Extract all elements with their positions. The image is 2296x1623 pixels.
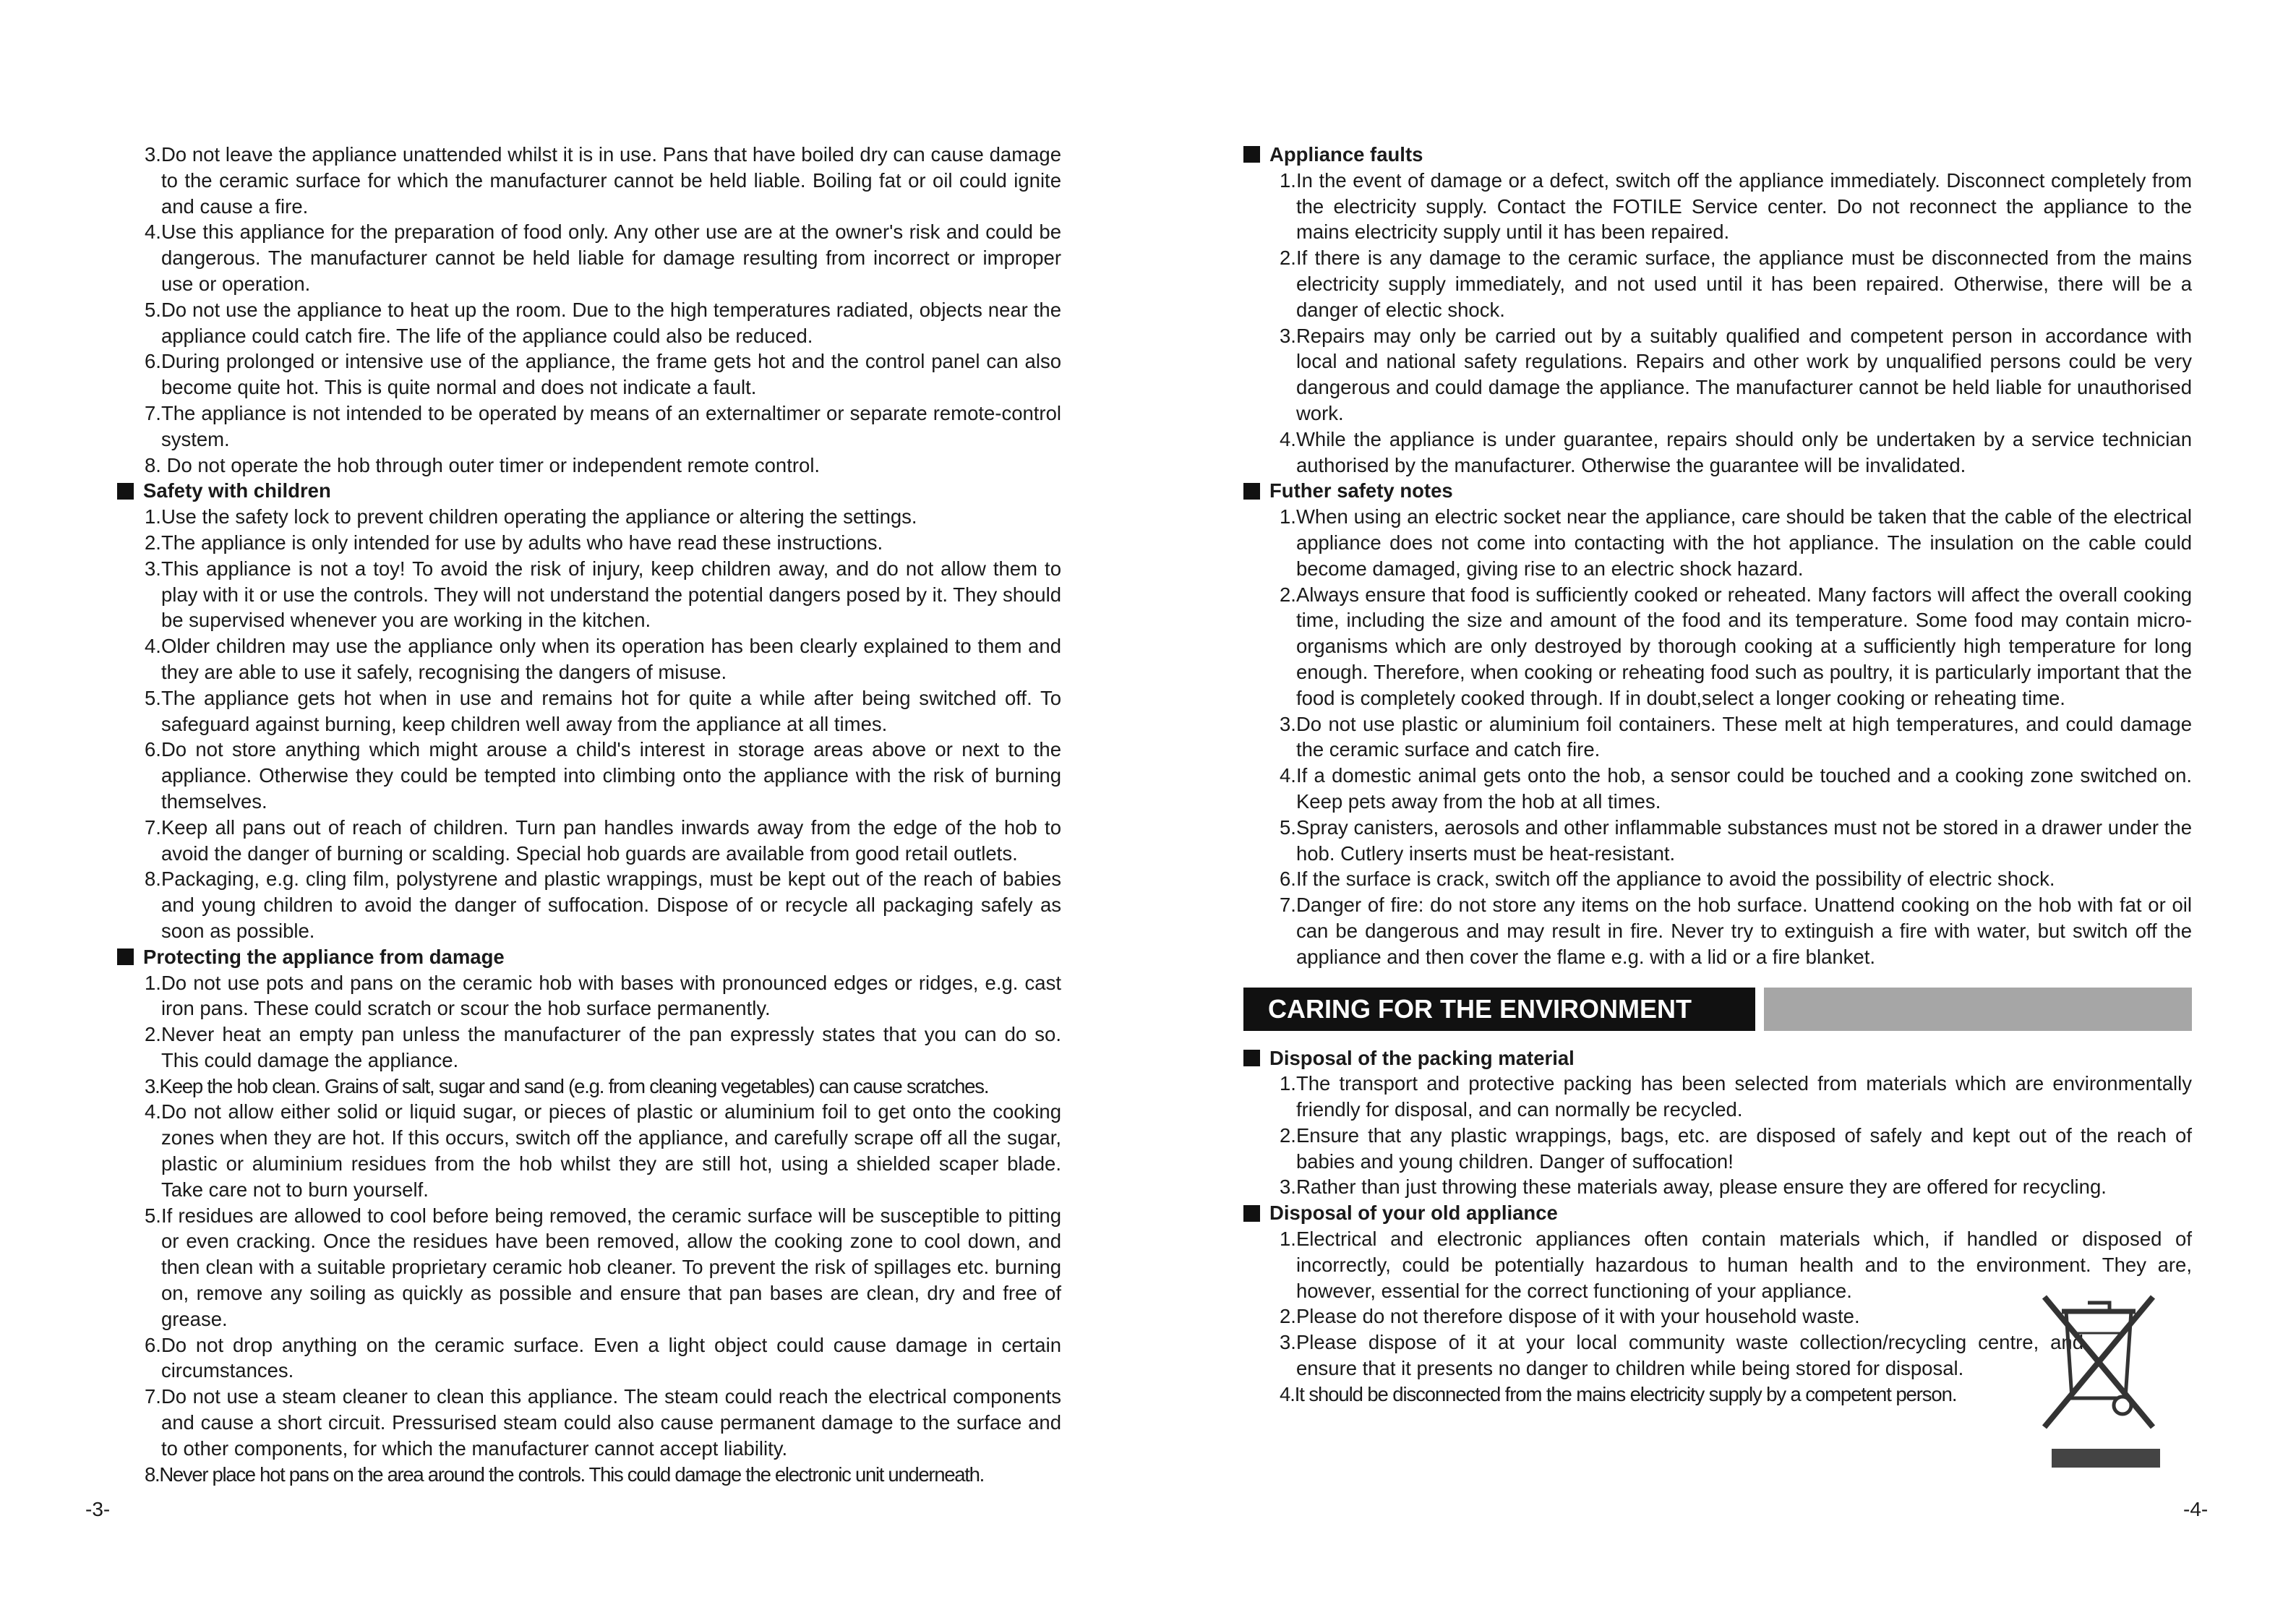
list-item: 6. If the surface is crack, switch off the appliance to avoid the possibility of electric shock. xyxy=(1280,868,2055,891)
section-heading-disposal-old-appliance: Disposal of your old appliance xyxy=(1243,1200,2192,1226)
crossed-out-wheelie-bin-icon xyxy=(2037,1290,2160,1470)
list-item: 1. When using an electric socket near the appliance, care should be taken that the cable of the electrical appliance does not come into contacting with the hot appliance. The insulation on the cable could become damaged, giving rise to an electric shock hazard. xyxy=(1280,505,2192,580)
list-item: 8. Packaging, e.g. cling film, polystyrene and plastic wrappings, must be kept out of the reach of babies and young children to avoid the danger of suffocation. Dispose of or recycle all packaging safely as soon as possible. xyxy=(145,868,1061,942)
list-item: 7. Do not use a steam cleaner to clean this appliance. The steam could reach the electrical components and cause a short circuit. Pressurised steam could also cause permanent damage to the surface and to other components, for which the manufacturer cannot accept liability. xyxy=(145,1385,1061,1460)
list-item: 8. Never place hot pans on the area around the controls. This could damage the electronic unit underneath. xyxy=(145,1463,984,1486)
list-item: 2. Please do not therefore dispose of it with your household waste. xyxy=(1280,1305,1860,1328)
list-further-safety-notes xyxy=(1243,504,2192,969)
banner-title: CARING FOR THE ENVIRONMENT xyxy=(1243,988,1755,1031)
list-item: 3. This appliance is not a toy! To avoid the risk of injury, keep children away, and do not allow them to play with it or use the controls. They will not understand the potential dangers posed by it. They should be supervised whenever you are working in the kitchen. xyxy=(145,557,1061,632)
section-heading-protecting-appliance: Protecting the appliance from damage xyxy=(117,944,1061,970)
list-item: 5. Spray canisters, aerosols and other inflammable substances must not be stored in a drawer under the hob. Cutlery inserts must be heat-resistant. xyxy=(1280,815,2192,865)
list-item: 1. Use the safety lock to prevent children operating the appliance or altering the settings. xyxy=(145,505,917,528)
list-item: 1. Do not use pots and pans on the ceramic hob with bases with pronounced edges or ridges, e.g. cast iron pans. These could scratch or scour the hob surface permanently. xyxy=(145,971,1061,1020)
list-safety-with-children xyxy=(117,504,1061,944)
list-item: 1. The transport and protective packing has been selected from materials which are environmentally friendly for disposal, and can normally be recycled. xyxy=(1280,1072,2192,1121)
list-item: 5. Do not use the appliance to heat up the room. Due to the high temperatures radiated, objects near the appliance could catch fire. The life of the appliance could also be reduced. xyxy=(145,298,1061,347)
list-item: 3. Do not leave the appliance unattended whilst it is in use. Pans that have boiled dry can cause damage to the ceramic surface for which the manufacturer cannot be held liable. Boiling fat or oil could ignite and cause a fire. xyxy=(145,143,1061,218)
list-item: 5. The appliance gets hot when in use and remains hot for quite a while after being switched off. To safeguard against burning, keep children well away from the appliance at all times. xyxy=(145,686,1061,735)
list-item: 3. Rather than just throwing these materials away, please ensure they are offered for recycling. xyxy=(1280,1176,2107,1199)
right-page xyxy=(1243,142,2192,1408)
list-item: 4. Do not allow either solid or liquid sugar, or pieces of plastic or aluminium foil to get onto the cooking zones when they are hot. If this occurs, switch off the appliance, and carefully scrape off all the sugar, plastic or aluminium residues from the hob whilst they are still hot, using a shielded scaper blade. Take care not to burn yourself. xyxy=(145,1100,1061,1201)
section-heading-safety-with-children: Safety with children xyxy=(117,478,1061,504)
list-item: 3. Keep the hob clean. Grains of salt, sugar and sand (e.g. from cleaning vegetables) can cause scratches. xyxy=(145,1074,989,1097)
list-item: 7. Keep all pans out of reach of children. Turn pan handles inwards away from the edge of the hob to avoid the danger of burning or scalding. Special hob guards are available from good retail outlets. xyxy=(145,815,1061,865)
bullet-square-icon xyxy=(1243,483,1260,500)
bullet-square-icon xyxy=(117,948,134,965)
list-protecting-appliance xyxy=(117,970,1061,1488)
list-item: 2. If there is any damage to the ceramic surface, the appliance must be disconnected from the mains electricity supply immediately, and not used until it has been repaired. Otherwise, there will be a danger of electic shock. xyxy=(1280,247,2192,321)
bullet-square-icon xyxy=(1243,1205,1260,1222)
list-disposal-packing xyxy=(1243,1071,2192,1200)
bullet-square-icon xyxy=(1243,1050,1260,1066)
list-item: 2. Always ensure that food is sufficiently cooked or reheated. Many factors will affect the overall cooking time, including the size and amount of the food and its temperature. Some food may contain micro-organisms which are only destroyed by thorough cooking at a sufficiently high temperature for long enough. Therefore, when cooking or reheating food such as poultry, it is particularly important that the food is completely cooked through. If in doubt,select a longer cooking or reheating time. xyxy=(1280,583,2192,709)
section-heading-disposal-packing: Disposal of the packing material xyxy=(1243,1045,2192,1071)
list-item: 4. Use this appliance for the preparation of food only. Any other use are at the owner's risk and could be dangerous. The manufacturer cannot be held liable for damage resulting from incorrect or improper use or operation. xyxy=(145,220,1061,295)
bullet-square-icon xyxy=(1243,146,1260,163)
list-item: 6. Do not store anything which might arouse a child's interest in storage areas above or next to the appliance. Otherwise they could be tempted into climbing onto the appliance with the risk of burning themselves. xyxy=(145,738,1061,813)
page-number-left: -3- xyxy=(85,1498,111,1520)
list-item: 2. Ensure that any plastic wrappings, bags, etc. are disposed of safely and kept out of the reach of babies and young children. Danger of suffocation! xyxy=(1280,1123,2192,1173)
left-page xyxy=(117,142,1061,1487)
list-item: 2. The appliance is only intended for use by adults who have read these instructions. xyxy=(145,531,883,554)
list-item: 5. If residues are allowed to cool before being removed, the ceramic surface will be susceptible to pitting or even cracking. Once the residues have been removed, allow the cooking zone to cool down, and then clean with a suitable proprietary ceramic hob cleaner. To prevent the risk of spillages etc. burning on, remove any soiling as quickly as possible and ensure that pan bases are clean, dry and free of grease. xyxy=(145,1204,1061,1330)
section-heading-appliance-faults: Appliance faults xyxy=(1243,142,2192,168)
list-item: 2. Never heat an empty pan unless the manufacturer of the pan expressly states that you can do so. This could damage the appliance. xyxy=(145,1023,1061,1071)
list-appliance-faults xyxy=(1243,168,2192,479)
list-item: 1. Electrical and electronic appliances often contain materials which, if handled or disposed of incorrectly, could be potentially hazardous to human health and to the environment. They are, however, essential for the correct functioning of your appliance. xyxy=(1280,1228,2192,1302)
list-item: 4. It should be disconnected from the mains electricity supply by a competent person. xyxy=(1280,1382,1957,1405)
bullet-square-icon xyxy=(117,483,134,500)
list-item: 3. Please dispose of it at your local community waste collection/recycling centre, and ensure that it presents no danger to children while being stored for disposal. xyxy=(1280,1331,2083,1380)
banner-bar xyxy=(1764,988,2192,1031)
section-heading-further-safety-notes: Futher safety notes xyxy=(1243,478,2192,504)
list-item: 3. Repairs may only be carried out by a suitably qualified and competent person in accordance with local and national safety regulations. Repairs and other work by unqualified persons could be very dangerous and could damage the appliance. The manufacturer cannot be held liable for unauthorised work. xyxy=(1280,324,2192,424)
list-item: 6. During prolonged or intensive use of the appliance, the frame gets hot and the control panel can also become quite hot. This is quite normal and does not indicate a fault. xyxy=(145,350,1061,399)
list-item: 8. Do not operate the hob through outer timer or independent remote control. xyxy=(145,453,821,476)
list-item: 7. The appliance is not intended to be operated by means of an externaltimer or separate remote-control system. xyxy=(145,401,1061,450)
list-item: 4. Older children may use the appliance only when its operation has been clearly explained to them and they are able to use it safely, recognising the dangers of misuse. xyxy=(145,635,1061,683)
list-item: 3. Do not use plastic or aluminium foil containers. These melt at high temperatures, and could damage the ceramic surface and catch fire. xyxy=(1280,712,2192,761)
list-item: 6. Do not drop anything on the ceramic surface. Even a light object could cause damage in certain circumstances. xyxy=(145,1333,1061,1382)
list-item: 4. While the appliance is under guarantee, repairs should only be undertaken by a service technician authorised by the manufacturer. Otherwise the guarantee will be invalidated. xyxy=(1280,427,2192,476)
list-item: 1. In the event of damage or a defect, switch off the appliance immediately. Disconnect completely from the electricity supply. Contact the FOTILE Service center. Do not reconnect the appliance to the mains electricity supply until it has been repaired. xyxy=(1280,168,2192,244)
list-continued-safety xyxy=(117,142,1061,478)
list-item: 4. If a domestic animal gets onto the hob, a sensor could be touched and a cooking zone switched on. Keep pets away from the hob at all times. xyxy=(1280,764,2192,813)
page-number-right: -4- xyxy=(2183,1498,2209,1520)
list-item: 7. Danger of fire: do not store any items on the hob surface. Unattend cooking on the hob with fat or oil can be dangerous and may result in fire. Never try to extinguish a fire with water, but switch off the appliance and then cover the flame e.g. with a lid or a fire blanket. xyxy=(1280,894,2192,968)
section-banner-environment xyxy=(1243,988,2192,1031)
